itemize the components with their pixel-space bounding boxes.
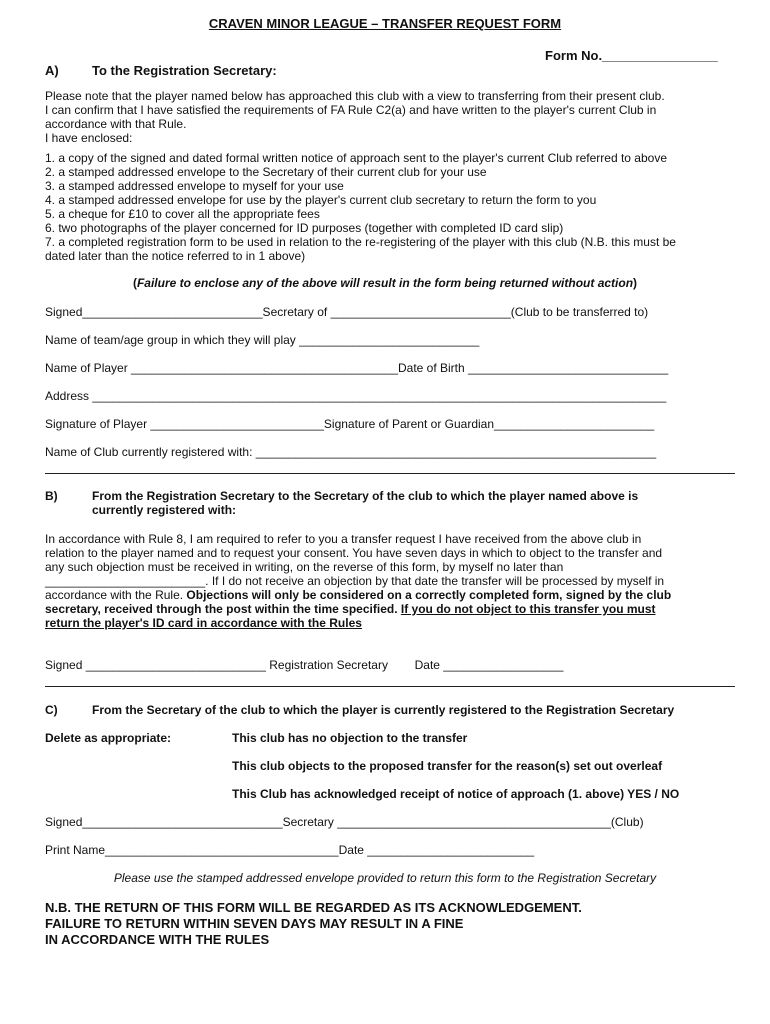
registration-secretary-sign-field[interactable]: Signed ___________________________ Registration Secretary Date __________________ (45, 658, 564, 672)
list-item: 5. a cheque for £10 to cover all the appropriate fees (45, 207, 320, 221)
body-line (45, 602, 725, 616)
body-line (45, 588, 725, 602)
section-b-letter: B) (45, 489, 58, 503)
list-item: 4. a stamped addressed envelope for use by the player's current club secretary to return the form to you (45, 193, 597, 207)
intro-line: Please note that the player named below has approached this club with a view to transferring from their present club. (45, 89, 665, 103)
enclosure-list (45, 151, 725, 263)
list-item: 7. a completed registration form to be used in relation to the re-registering of the player with this club (N.B. this must be (45, 235, 676, 249)
body-line: In accordance with Rule 8, I am required to refer to you a transfer request I have received from the above club in (45, 532, 642, 546)
address-field[interactable]: Address ______________________________________________________________________________________ (45, 389, 667, 403)
heading-line: currently registered with: (92, 503, 237, 517)
intro-line: I have enclosed: (45, 131, 133, 145)
body-text: accordance with the Rule. (45, 588, 187, 602)
intro-line: I can confirm that I have satisfied the requirements of FA Rule C2(a) and have written to the player's current Club in (45, 103, 657, 117)
footer-line: IN ACCORDANCE WITH THE RULES (45, 932, 270, 947)
failure-note (0, 276, 770, 290)
current-club-field[interactable]: Name of Club currently registered with: ____________________________________________________________ (45, 445, 657, 459)
list-item: dated later than the notice referred to in 1 above) (45, 249, 306, 263)
section-a-heading: To the Registration Secretary: (92, 63, 277, 78)
signature-fields[interactable]: Signature of Player __________________________Signature of Parent or Guardian________________________ (45, 417, 655, 431)
footer-line: FAILURE TO RETURN WITHIN SEVEN DAYS MAY RESULT IN A FINE (45, 916, 464, 931)
option-no-objection[interactable]: This club has no objection to the transfer (232, 731, 468, 745)
list-item: 1. a copy of the signed and dated formal written notice of approach sent to the player's current Club referred to above (45, 151, 667, 165)
footer-line: N.B. THE RETURN OF THIS FORM WILL BE REGARDED AS ITS ACKNOWLEDGEMENT. (45, 900, 582, 915)
section-c-letter: C) (45, 703, 58, 717)
return-instruction: Please use the stamped addressed envelope provided to return this form to the Registration Secretary (113, 871, 657, 885)
player-name-dob-field[interactable]: Name of Player ________________________________________Date of Birth ______________________________ (45, 361, 669, 375)
failure-note-text: Failure to enclose any of the above will result in the form being returned without action (136, 276, 634, 290)
body-text-bold: secretary, received through the post within the time specified. (45, 602, 401, 616)
option-objects[interactable]: This club objects to the proposed transfer for the reason(s) set out overleaf (232, 759, 663, 773)
list-item: 6. two photographs of the player concerned for ID purposes (together with completed ID card slip) (45, 221, 564, 235)
intro-line: accordance with that Rule. (45, 117, 187, 131)
section-c-heading: From the Secretary of the club to which the player is currently registered to the Registration Secretary (92, 703, 675, 717)
option-acknowledged[interactable]: This Club has acknowledged receipt of notice of approach (1. above) YES / NO (232, 787, 680, 801)
signed-secretary-field[interactable]: Signed___________________________Secretary of ___________________________(Club to be transferred to) (45, 305, 649, 319)
heading-line: From the Registration Secretary to the Secretary of the club to which the player named above is (92, 489, 639, 503)
footer-notice (45, 900, 582, 948)
list-item: 3. a stamped addressed envelope to myself for your use (45, 179, 344, 193)
print-name-date-field[interactable]: Print Name___________________________________Date _________________________ (45, 843, 535, 857)
form-number[interactable]: Form No.________________ (545, 48, 718, 63)
form-title: CRAVEN MINOR LEAGUE – TRANSFER REQUEST FORM (208, 16, 562, 31)
club-secretary-sign-field[interactable]: Signed______________________________Secretary _________________________________________(Club) (45, 815, 644, 829)
body-line: relation to the player named and to request your consent. You have seven days in which to object to the transfer and (45, 546, 663, 560)
body-line: return the player's ID card in accordance with the Rules (45, 616, 362, 630)
section-divider (45, 473, 735, 474)
delete-label: Delete as appropriate: (45, 731, 172, 745)
paren-open: ( (132, 276, 137, 290)
section-divider (45, 686, 735, 687)
section-a-intro (45, 89, 725, 145)
body-line: ________________________. If I do not receive an objection by that date the transfer will be processed by myself in (45, 574, 665, 588)
list-item: 2. a stamped addressed envelope to the Secretary of their current club for your use (45, 165, 487, 179)
body-text-bold-underlined: If you do not object to this transfer you must (400, 602, 656, 616)
body-text-bold: Objections will only be considered on a correctly completed form, signed by the club (186, 588, 672, 602)
section-b-body (45, 532, 725, 630)
team-age-group-field[interactable]: Name of team/age group in which they will play ___________________________ (45, 333, 480, 347)
section-a-letter: A) (45, 63, 59, 78)
body-line: any such objection must be received in writing, on the reverse of this form, by myself no later than (45, 560, 564, 574)
paren-close: ) (633, 276, 638, 290)
section-b-heading (92, 489, 638, 517)
